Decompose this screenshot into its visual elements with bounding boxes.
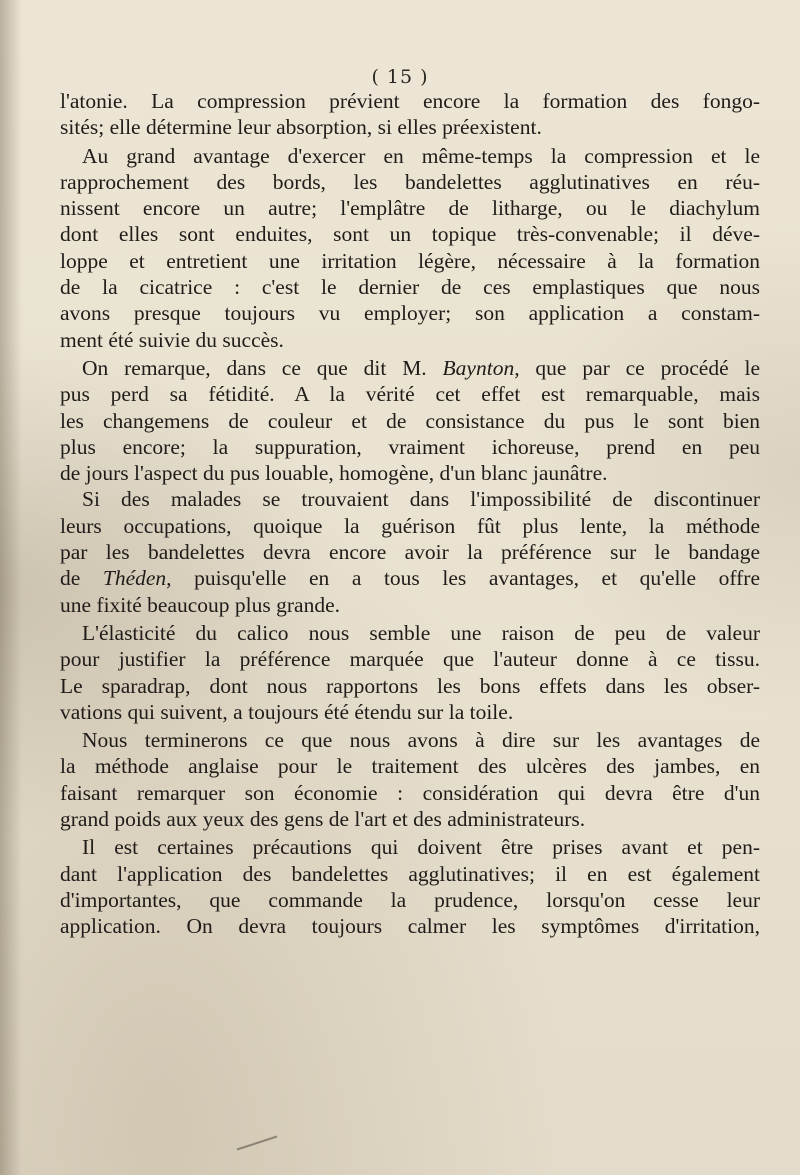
paragraph-4: [60, 486, 760, 617]
body-text: [60, 88, 760, 940]
text-line: dant l'application des bandelettes agglutinatives; il en est également: [60, 861, 760, 886]
page-number: ( 15 ): [371, 66, 429, 88]
text-line: [60, 565, 760, 591]
paragraph-1: [60, 88, 760, 141]
text-line: les changemens de couleur et de consistance du pus le sont bien: [60, 408, 760, 433]
text-line: L'élasticité du calico nous semble une raison de peu de valeur: [82, 620, 760, 645]
text-line: application. On devra toujours calmer les symptômes d'irritation,: [60, 914, 760, 939]
text-line: pour justifier la préférence marquée que l'auteur donne à ce tissu.: [60, 647, 760, 672]
paragraph-3: [60, 355, 760, 486]
text-line: Nous terminerons ce que nous avons à dire sur les avantages de: [82, 728, 760, 753]
text-line: de la cicatrice : c'est le dernier de ces emplastiques que nous: [60, 275, 760, 300]
text-line: plus encore; la suppuration, vraiment ichoreuse, prend en peu: [60, 434, 760, 459]
text-line: Le sparadrap, dont nous rapportons les bons effets dans les obser-: [60, 673, 760, 698]
text-fragment: que par ce procédé le: [519, 355, 760, 380]
paragraph-7: [60, 834, 760, 939]
text-line: [60, 355, 760, 381]
text-line: nissent encore un autre; l'emplâtre de litharge, ou le diachylum: [60, 196, 760, 221]
text-line: grand poids aux yeux des gens de l'art et des administrateurs.: [60, 807, 586, 832]
page-binding-shadow: [0, 0, 22, 1175]
text-line: vations qui suivent, a toujours été étendu sur la toile.: [60, 699, 514, 724]
text-line: d'importantes, que commande la prudence, lorsqu'on cesse leur: [60, 887, 760, 912]
author-name-theden: Théden,: [102, 566, 172, 591]
text-line: avons presque toujours vu employer; son application a constam-: [60, 301, 760, 326]
text-line: de jours l'aspect du pus louable, homogène, d'un blanc jaunâtre.: [60, 461, 608, 486]
text-line: leurs occupations, quoique la guérison fût plus lente, la méthode: [60, 513, 760, 538]
text-line: une fixité beaucoup plus grande.: [60, 592, 341, 617]
text-line: faisant remarquer son économie : considération qui devra être d'un: [60, 780, 760, 805]
text-line: ment été suivie du succès.: [60, 327, 284, 352]
paragraph-2: [60, 143, 760, 353]
author-name-baynton: Baynton,: [442, 355, 520, 380]
text-fragment: de: [60, 566, 103, 591]
text-line: l'atonie. La compression prévient encore la formation des fongo-: [60, 89, 760, 113]
paragraph-6: [60, 727, 760, 832]
text-line: loppe et entretient une irritation légère, nécessaire à la formation: [60, 248, 760, 273]
paragraph-5: [60, 620, 760, 725]
text-line: dont elles sont enduites, sont un topique très-convenable; il déve-: [60, 222, 760, 247]
text-line: Si des malades se trouvaient dans l'impossibilité de discontinuer: [82, 487, 760, 512]
text-line: pus perd sa fétidité. A la vérité cet effet est remarquable, mais: [60, 382, 760, 407]
text-line: Au grand avantage d'exercer en même-temps la compression et le: [82, 143, 760, 168]
text-fragment: On remarque, dans ce que dit M.: [82, 355, 443, 380]
pen-mark: [237, 1136, 278, 1151]
text-line: la méthode anglaise pour le traitement des ulcères des jambes, en: [60, 754, 760, 779]
text-line: sités; elle détermine leur absorption, si elles préexistent.: [60, 115, 542, 140]
text-line: Il est certaines précautions qui doivent être prises avant et pen-: [82, 835, 760, 860]
text-line: rapprochement des bords, les bandelettes agglutinatives en réu-: [60, 169, 760, 194]
text-line: par les bandelettes devra encore avoir la préférence sur le bandage: [60, 540, 760, 565]
text-fragment: puisqu'elle en a tous les avantages, et qu'elle offre: [171, 566, 760, 591]
